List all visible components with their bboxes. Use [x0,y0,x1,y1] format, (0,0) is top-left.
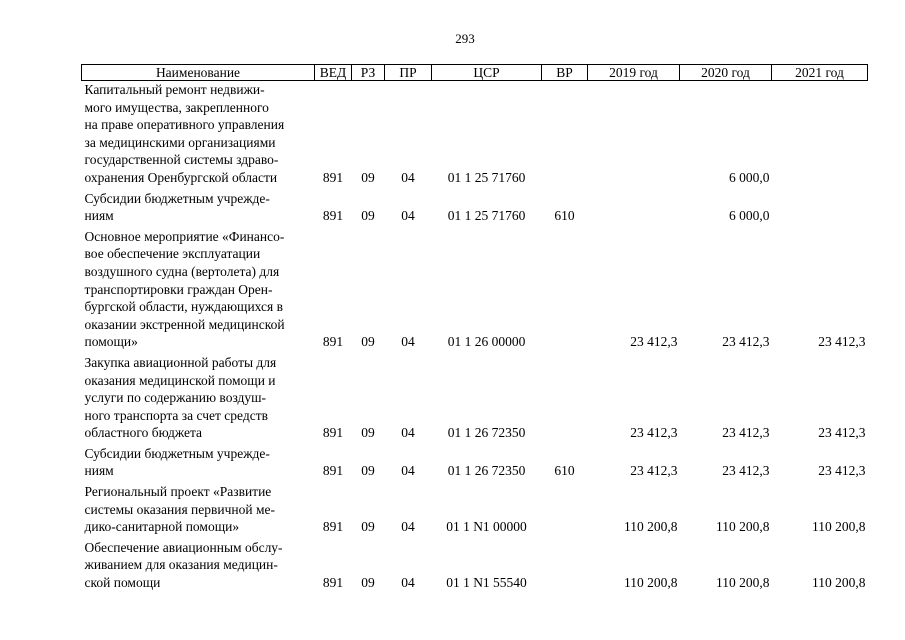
name-line: Субсидии бюджетным учрежде- [84,190,270,206]
header-vr: ВР [542,65,588,81]
header-2020: 2020 год [680,65,772,81]
cell-rz: 09 [361,519,375,535]
name-line: Капитальный ремонт недвижи- [84,82,265,97]
name-line: ской помощи [84,575,161,591]
name-line: Закупка авиационной работы для [84,354,277,370]
header-ved: ВЕД [315,65,352,81]
name-line: Субсидии бюджетным учрежде- [84,445,270,461]
name-line: транспортировки граждан Орен- [84,281,273,297]
cell-ved: 891 [322,169,344,185]
cell-pr: 04 [401,519,415,535]
cell-vr [542,483,588,539]
cell-ved: 891 [322,334,344,350]
name-line: ниям [84,463,114,479]
name-line: вое обеспечение эксплуатации [84,246,261,262]
cell-csr: 01 1 26 72350 [447,463,526,479]
cell-rz: 09 [361,463,375,479]
cell-csr: 01 1 26 72350 [447,425,526,441]
header-pr: ПР [385,65,432,81]
name-line: дико-санитарной помощи» [84,519,240,535]
cell-csr: 01 1 25 71760 [447,169,526,185]
cell-name [82,228,315,354]
cell-2019 [588,81,680,190]
cell-csr: 01 1 25 71760 [447,208,526,224]
name-line: Региональный проект «Развитие [84,484,272,500]
cell-2020: 110 200,8 [716,519,770,535]
cell-2021 [772,81,868,190]
header-name: Наименование [82,65,315,81]
name-line: системы оказания первичной ме- [84,501,276,517]
cell-2020: 6 000,0 [729,208,770,224]
name-line: оказании экстренной медицинской [84,316,285,332]
table-row [82,228,868,354]
cell-2020: 6 000,0 [729,169,770,185]
cell-rz: 09 [361,575,375,591]
header-2021: 2021 год [772,65,868,81]
name-line: за медицинскими организациями [84,134,276,150]
table-row [82,81,868,190]
cell-vr [542,228,588,354]
cell-rz: 09 [361,169,375,185]
header-2019: 2019 год [588,65,680,81]
cell-name [82,539,315,595]
cell-2019: 23 412,3 [630,425,678,441]
name-line: ного транспорта за счет средств [84,407,268,423]
name-line: воздушного судна (вертолета) для [84,263,280,279]
cell-2021: 23 412,3 [818,463,866,479]
name-line: оказания медицинской помощи и [84,372,276,388]
name-line: бургской области, нуждающихся в [84,299,283,315]
cell-2021 [772,190,868,228]
cell-name [82,354,315,445]
cell-ved: 891 [322,208,344,224]
table-body [82,81,868,595]
cell-csr: 01 1 N1 55540 [446,575,527,591]
cell-vr [542,539,588,595]
table-row [82,445,868,483]
cell-2020: 110 200,8 [716,575,770,591]
cell-pr: 04 [401,334,415,350]
cell-2020: 23 412,3 [722,334,770,350]
name-line: государственной системы здраво- [84,152,279,168]
cell-ved: 891 [322,519,344,535]
cell-name [82,190,315,228]
cell-2019: 110 200,8 [624,519,678,535]
table-row [82,354,868,445]
header-rz: РЗ [352,65,385,81]
name-line: живанием для оказания медицин- [84,557,278,573]
budget-table [81,64,868,595]
cell-pr: 04 [401,575,415,591]
cell-2021: 110 200,8 [812,519,866,535]
name-line: помощи» [84,334,138,350]
table-row [82,539,868,595]
table-header-row [82,65,868,81]
cell-rz: 09 [361,334,375,350]
cell-ved: 891 [322,425,344,441]
page-number: 293 [455,31,475,46]
cell-pr: 04 [401,208,415,224]
cell-name [82,483,315,539]
cell-2019: 110 200,8 [624,575,678,591]
cell-2021: 23 412,3 [818,334,866,350]
cell-pr: 04 [401,425,415,441]
cell-name [82,81,315,190]
cell-csr: 01 1 N1 00000 [446,519,527,535]
name-line: областного бюджета [84,425,203,441]
cell-2019 [588,190,680,228]
cell-2020: 23 412,3 [722,463,770,479]
name-line: мого имущества, закрепленного [84,99,269,115]
cell-csr: 01 1 26 00000 [447,334,526,350]
header-csr: ЦСР [432,65,542,81]
cell-2019: 23 412,3 [630,334,678,350]
cell-2021: 23 412,3 [818,425,866,441]
name-line: на праве оперативного управления [84,117,285,133]
cell-ved: 891 [322,575,344,591]
cell-2019: 23 412,3 [630,463,678,479]
cell-pr: 04 [401,463,415,479]
cell-vr [542,81,588,190]
name-line: Основное мероприятие «Финансо- [84,228,285,244]
cell-pr: 04 [401,169,415,185]
name-line: услуги по содержанию воздуш- [84,390,267,406]
name-line: Обеспечение авиационным обслу- [84,539,283,555]
cell-rz: 09 [361,425,375,441]
cell-2021: 110 200,8 [812,575,866,591]
name-line: ниям [84,208,114,224]
table-row [82,190,868,228]
name-line: охранения Оренбургской области [84,169,278,185]
cell-ved: 891 [322,463,344,479]
table-row [82,483,868,539]
cell-vr: 610 [554,208,575,224]
cell-vr [542,354,588,445]
cell-name [82,445,315,483]
cell-vr: 610 [554,463,575,479]
cell-2020: 23 412,3 [722,425,770,441]
cell-rz: 09 [361,208,375,224]
